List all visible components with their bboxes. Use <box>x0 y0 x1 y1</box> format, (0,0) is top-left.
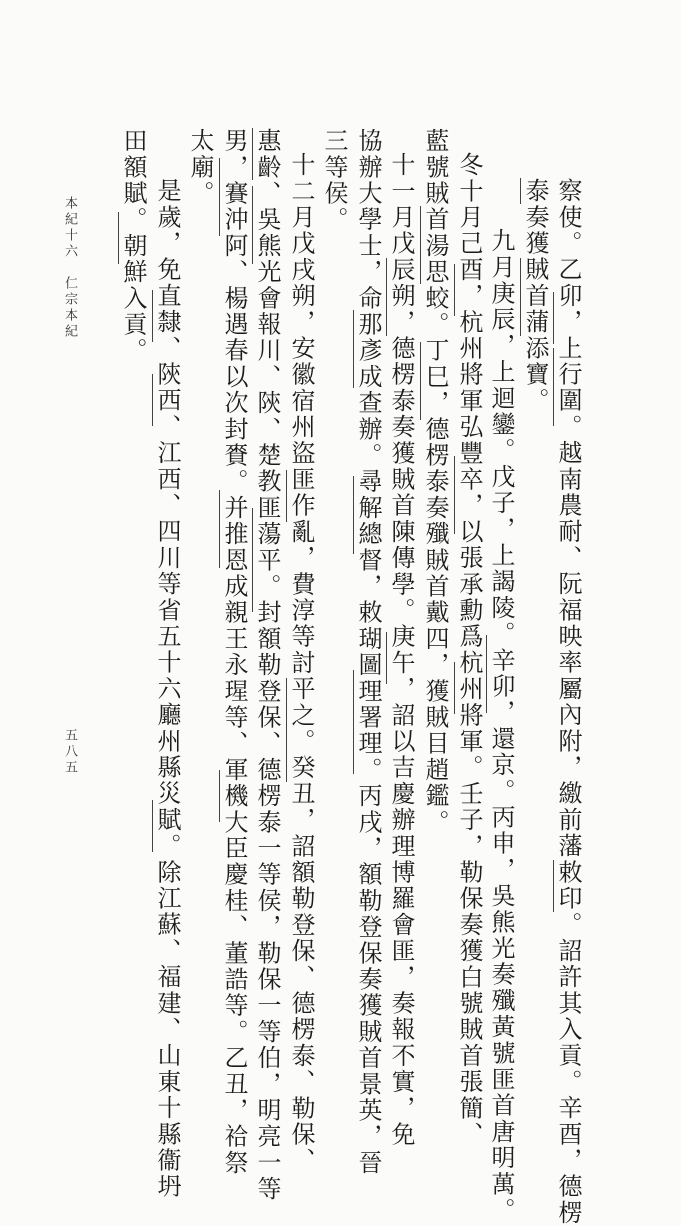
name-rule <box>553 348 554 426</box>
name-rule <box>353 476 354 554</box>
name-rule <box>386 258 387 336</box>
name-rule <box>252 128 253 180</box>
name-rule <box>486 635 487 713</box>
name-rule <box>118 212 119 264</box>
name-rule <box>353 670 354 774</box>
text-column-7: 協辦大學士，命那彥成查辦。尋解總督，敕瑚圖理署理。丙戌，額勒登保奏獲賊首景英，晉 <box>354 128 382 1176</box>
text-column-14: 田額賦。朝鮮入貢。 <box>119 128 147 364</box>
name-rule <box>219 158 220 236</box>
name-rule <box>553 292 554 344</box>
name-rule <box>286 678 287 782</box>
text-column-9: 十二月戊戌朔，安徽宿州盜匪作亂，費淳等討平之。癸丑，詔額勒登保、德楞泰、勒保、 <box>287 152 315 1174</box>
name-rule <box>420 206 421 284</box>
name-rule <box>252 508 253 612</box>
name-rule <box>353 310 354 388</box>
running-header: 本紀十六 仁宗本紀 <box>62 196 77 340</box>
name-rule <box>454 662 455 714</box>
text-column-3: 九月庚辰，上迴鑾。戊子，上謁陵。辛卯，還京。丙申，吳熊光奏殲黃號匪首唐明萬。 <box>487 228 515 1224</box>
text-column-10: 惠齡、吳熊光會報川、陝、楚教匪蕩平。封額勒登保、德楞泰一等侯，勒保一等伯，明亮一等 <box>253 128 281 1203</box>
name-rule <box>386 632 387 684</box>
text-column-8: 三等侯。 <box>320 128 348 233</box>
name-rule <box>152 290 153 342</box>
name-rule <box>454 456 455 534</box>
name-rule <box>520 178 521 204</box>
text-column-13: 是歲，免直隸、陝西、江西、四川等省五十六廳州縣災賦。除江蘇、福建、山東十縣衞坍 <box>153 178 181 1200</box>
text-column-5: 藍號賊首湯思蛟。丁巳，德楞泰奏殲賊首戴四，獲賊目趙鑑。 <box>421 128 449 836</box>
name-rule <box>252 186 253 264</box>
name-rule <box>286 470 287 522</box>
text-column-11: 男，賽沖阿、楊遇春以次封賚。并推恩成親王永瑆等、軍機大臣慶桂、董誥等。乙丑，祫祭 <box>220 128 248 1176</box>
name-rule <box>553 860 554 912</box>
name-rule <box>219 490 220 568</box>
name-rule <box>420 342 421 420</box>
name-rule <box>219 770 220 822</box>
name-rule <box>520 258 521 336</box>
text-column-6: 十一月戊辰朔，德楞泰奏獲賊首陳傳學。庚午，詔以吉慶辦理博羅會匪，奏報不實，免 <box>387 152 415 1148</box>
text-column-1: 察使。乙卯，上行圍。越南農耐、阮福映率屬內附，繳前藩敕印。詔許其入貢。辛酉，德楞 <box>554 178 582 1226</box>
page-number: 五八五 <box>62 728 77 776</box>
name-rule <box>454 264 455 316</box>
name-rule <box>152 374 153 426</box>
text-column-2: 泰奏獲賊首蒲添寶。 <box>521 178 549 414</box>
name-rule <box>152 800 153 852</box>
text-column-4: 冬十月己酉，杭州將軍弘豐卒，以張承勳爲杭州將軍。壬子，勒保奏獲白號賊首張簡、 <box>455 152 483 1148</box>
text-column-12: 太廟。 <box>186 128 214 207</box>
